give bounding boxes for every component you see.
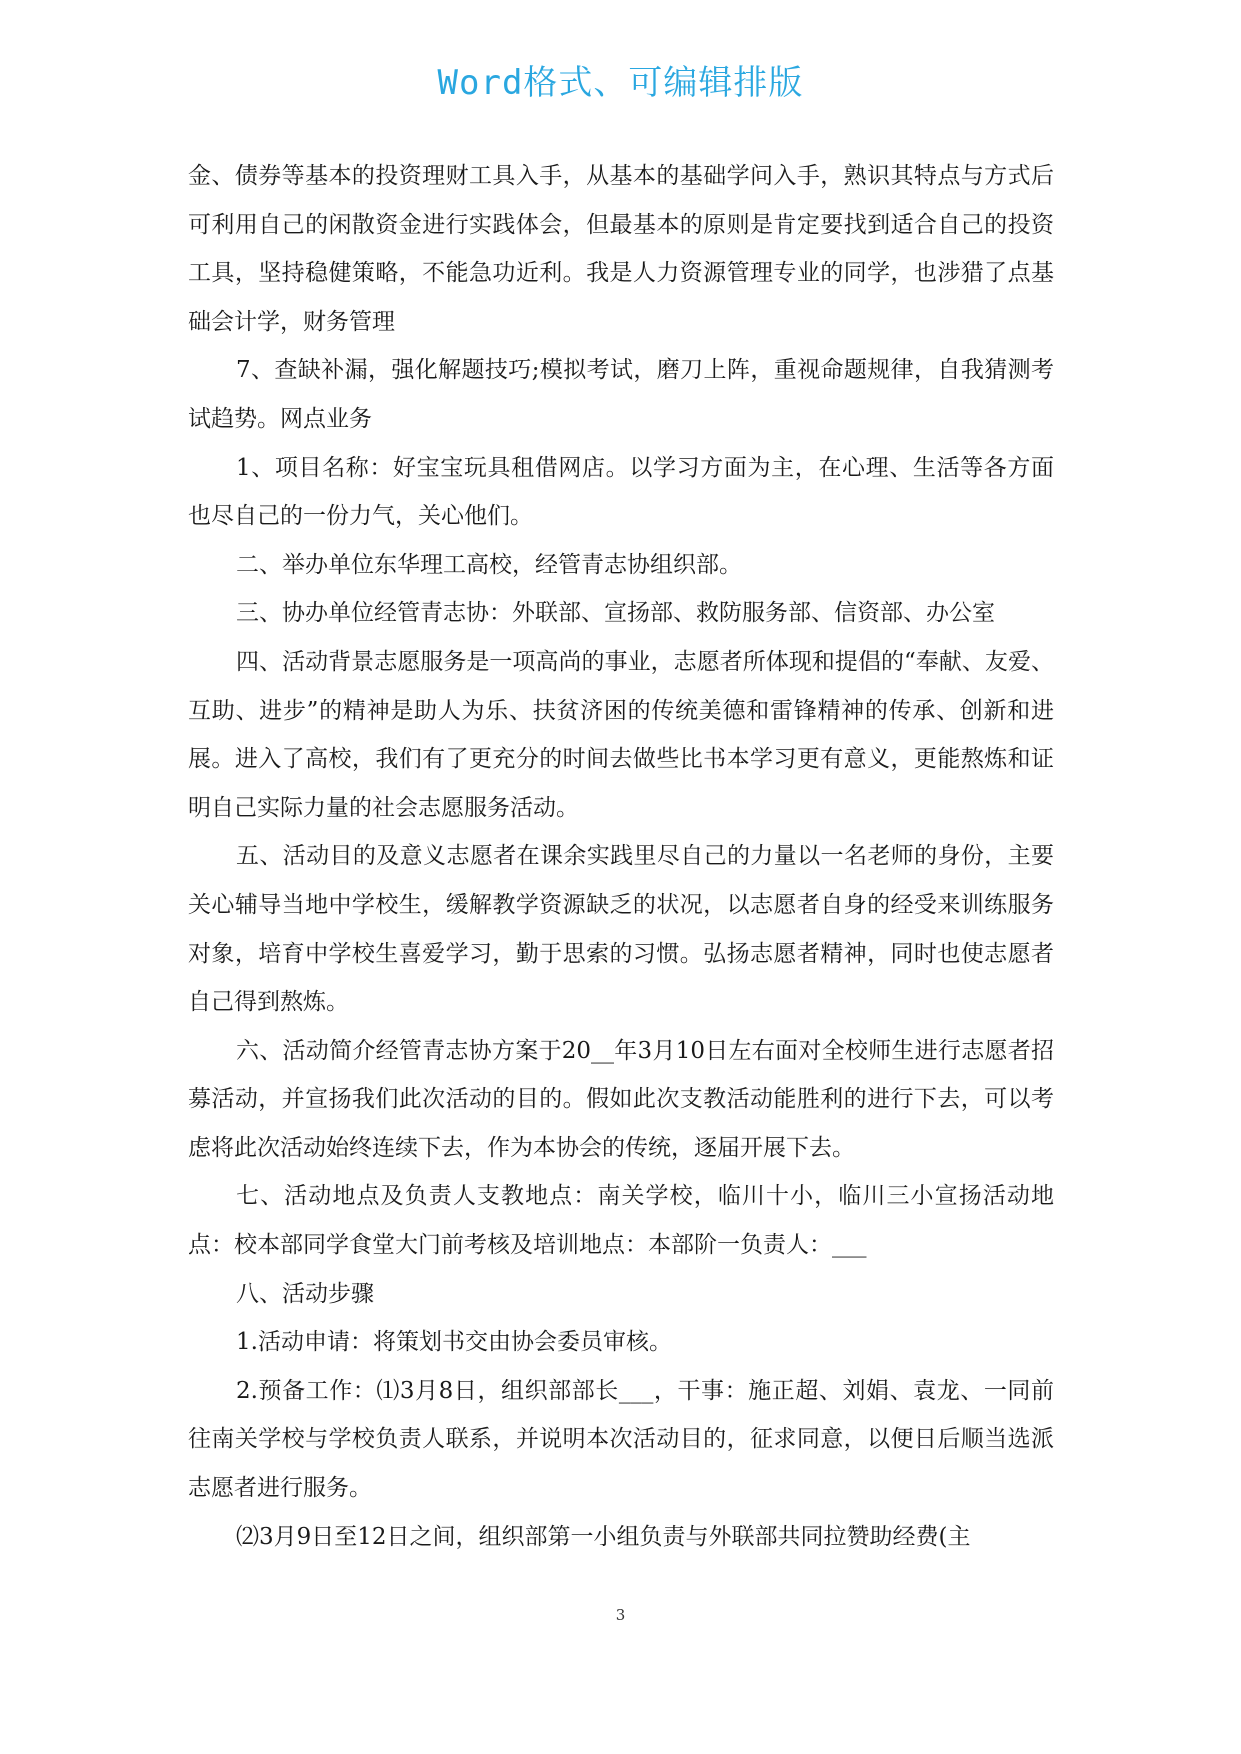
paragraph: 三、协办单位经管青志协：外联部、宣扬部、救防服务部、信资部、办公室 xyxy=(236,600,995,627)
document-body xyxy=(188,152,1054,1561)
paragraph: ⑵3月9日至12日之间，组织部第一小组负责与外联部共同拉赞助经费(主 xyxy=(236,1523,971,1550)
page-number: 3 xyxy=(615,1606,626,1624)
page-header-title: Word格式、可编辑排版 xyxy=(437,63,804,103)
paragraph: 七、活动地点及负责人支教地点：南关学校，临川十小，临川三小宣扬活动地点：校本部同学食堂大门前考核及培训地点：本部阶一负责人：___ xyxy=(188,1183,1054,1259)
paragraph: 二、举办单位东华理工高校，经管青志协组织部。 xyxy=(236,551,742,578)
paragraph: 六、活动简介经管青志协方案于20__年3月10日左右面对全校师生进行志愿者招募活动，并宣扬我们此次活动的目的。假如此次支教活动能胜利的进行下去，可以考虑将此次活动始终连续下去，作为本协会的传统，逐届开展下去。 xyxy=(188,1037,1054,1161)
paragraph: 四、活动背景志愿服务是一项高尚的事业，志愿者所体现和提倡的“奉献、友爱、互助、进步”的精神是助人为乐、扶贫济困的传统美德和雷锋精神的传承、创新和进展。进入了高校，我们有了更充分的时间去做些比书本学习更有意义，更能熬炼和证明自己实际力量的社会志愿服务活动。 xyxy=(188,648,1054,821)
paragraph: 五、活动目的及意义志愿者在课余实践里尽自己的力量以一名老师的身份，主要关心辅导当地中学校生，缓解教学资源缺乏的状况，以志愿者自身的经受来训练服务对象，培育中学校生喜爱学习，勤于思索的习惯。弘扬志愿者精神，同时也使志愿者自己得到熬炼。 xyxy=(188,843,1054,1016)
paragraph: 7、查缺补漏，强化解题技巧;模拟考试，磨刀上阵，重视命题规律，自我猜测考试趋势。网点业务 xyxy=(188,357,1054,432)
paragraph: 1、项目名称：好宝宝玩具租借网店。以学习方面为主，在心理、生活等各方面也尽自己的一份力气，关心他们。 xyxy=(188,454,1054,530)
paragraph: 八、活动步骤 xyxy=(236,1280,374,1307)
paragraph: 2.预备工作：⑴3月8日，组织部部长___，干事：施正超、刘娟、袁龙、一同前往南关学校与学校负责人联系，并说明本次活动目的，征求同意，以便日后顺当选派志愿者进行服务。 xyxy=(188,1377,1054,1502)
paragraph: 金、债券等基本的投资理财工具入手，从基本的基础学问入手，熟识其特点与方式后可利用自己的闲散资金进行实践体会，但最基本的原则是肯定要找到适合自己的投资工具，坚持稳健策略，不能急功近利。我是人力资源管理专业的同学，也涉猎了点基础会计学，财务管理 xyxy=(188,163,1054,335)
paragraph: 1.活动申请：将策划书交由协会委员审核。 xyxy=(236,1329,672,1356)
